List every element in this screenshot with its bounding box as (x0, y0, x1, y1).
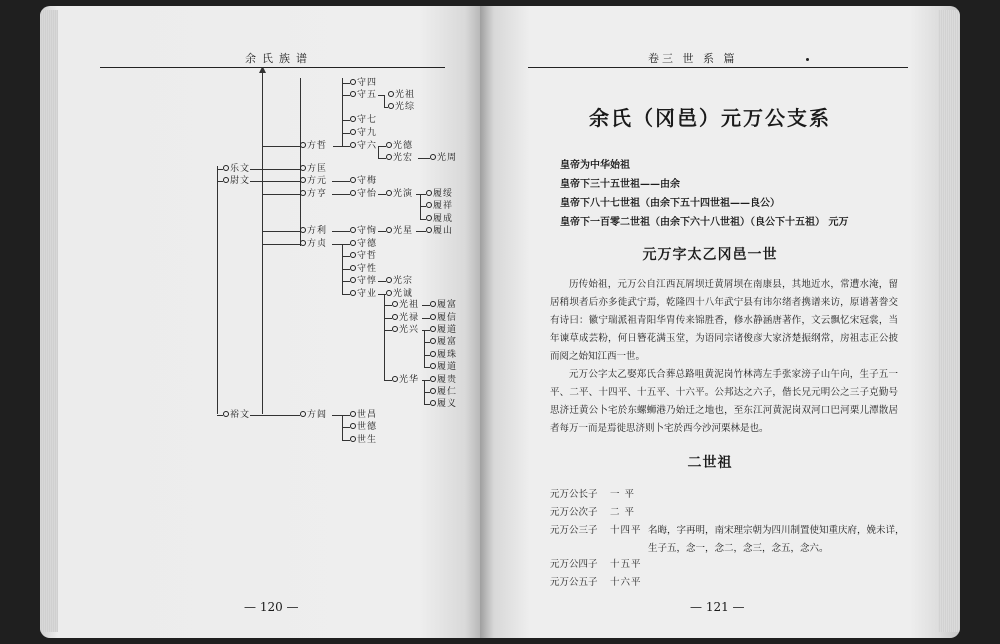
right-page (480, 6, 960, 638)
tree-node: 光禄 (392, 313, 419, 323)
tree-node: 光祖 (392, 300, 419, 310)
page-edges-left (40, 10, 58, 632)
tree-node: 履绥 (426, 189, 453, 199)
section-title: 元万字太乙冈邑一世 (642, 247, 778, 263)
tree-node: 履道 (430, 362, 457, 372)
son-detail: 生子五，念一，念二，念三，念五，念六。 (648, 543, 829, 554)
tree-node: 光宏 (386, 153, 413, 163)
tree-node: 履道 (430, 325, 457, 335)
page-edges-right (938, 10, 960, 632)
tree-node: 方亨 (300, 189, 327, 199)
tree-node: 守九 (350, 128, 377, 138)
page-number-left: — 120 — (244, 600, 299, 614)
tree-node: 守恂 (350, 226, 377, 236)
tree-node: 履富 (430, 337, 457, 347)
tree-node: 光祖 (388, 90, 415, 100)
tree-node: 守德 (350, 239, 377, 249)
tree-node: 尉文 (223, 176, 250, 186)
tree-node: 守七 (350, 115, 377, 125)
tree-node: 光德 (386, 141, 413, 151)
list-item: 元万公五子 十六平 (550, 577, 642, 588)
lineage-line: 皇帝下八十七世祖（由余下五十四世祖——良公） (560, 198, 780, 209)
tree-node: 方元 (300, 176, 327, 186)
lineage-line: 皇帝下三十五世祖——由余 (560, 179, 680, 190)
page-number-right: — 121 — (690, 600, 745, 614)
tree-node: 履珠 (430, 350, 457, 360)
arrow-up-icon (260, 67, 266, 73)
tree-node: 方匡 (300, 164, 327, 174)
tree-node: 守业 (350, 289, 377, 299)
tree-node: 光演 (386, 189, 413, 199)
section-title: 二世祖 (687, 455, 733, 471)
lineage-list (560, 156, 848, 232)
tree-node: 方利 (300, 226, 327, 236)
list-item: 元万公次子 二 平 (550, 507, 636, 518)
tree-node: 履贵 (430, 375, 457, 385)
paragraph: 元万公字太乙娶郑氏合葬总路咀黄泥岗竹林湾左手张家滂子山午向，生子五一平、二平、十四平、十五平、十六平。公邦达之六子，偕长兄元明公之三子克勤号思济迁黄公卜宅於东螺蛳港乃始迁之地也，至东江河黄泥岗双河口巴河栗儿潭散居者每万一而是焉徙思济则卜宅於西今沙河栗林是也。 (550, 369, 898, 434)
running-head-right: 卷三 世 系 篇 (648, 52, 738, 65)
header-rule-left (100, 67, 445, 68)
tree-node: 方闾 (300, 410, 327, 420)
page-title: 余氏（冈邑）元万公支系 (589, 106, 831, 130)
list-item: 元万公四子 十五平 (550, 559, 642, 570)
tree-node: 守五 (350, 90, 377, 100)
tree-node: 守六 (350, 141, 377, 151)
lineage-line: 皇帝下一百零二世祖（由余下六十八世祖）（良公下十五祖） 元万 (560, 217, 849, 228)
list-item: 元万公三子 十四平 名晦，字再明，南宋理宗朝为四川制置使知重庆府，娩未详， 生子五，念一，念二，念三，念五，念六。 (550, 525, 905, 554)
list-item: 元万公长子 一 平 (550, 489, 636, 500)
tree-node: 守哲 (350, 251, 377, 261)
son-detail: 名晦，字再明，南宋理宗朝为四川制置使知重庆府，娩未详， (648, 525, 905, 536)
tree-node: 履山 (426, 226, 453, 236)
tree-node: 光周 (430, 153, 457, 163)
tree-node: 光星 (386, 226, 413, 236)
tree-node: 守四 (350, 78, 377, 88)
ornament-dot (806, 58, 809, 61)
tree-node: 世生 (350, 435, 377, 445)
paragraph: 历传始祖，元万公自江西瓦屑坝迁黄屑坝在南康县，其地近水，常遭水淹，留居稍坝者后亦多徙武宁焉，乾隆四十八年武宁县有讳尔绪者携谱来访，原谱著誊交有诗曰：徽宁瑞派祖青阳华胄传来锦胜香，修水静涵唐著作，文云飘忆宋冠裳，当年谏草成芸粉，何日簪花满玉堂，为语同宗诸俊彦大家济楚振纲常，房祖志正公披而阅之始知江西一世。 (550, 279, 898, 362)
tree-node: 履成 (426, 214, 453, 224)
tree-node: 方贞 (300, 239, 327, 249)
left-page (40, 6, 480, 638)
body-text (550, 276, 898, 438)
tree-node: 世昌 (350, 410, 377, 420)
tree-node: 光诚 (386, 289, 413, 299)
tree-node: 守性 (350, 264, 377, 274)
tree-node: 履仁 (430, 387, 457, 397)
tree-node: 守梅 (350, 176, 377, 186)
tree-node: 守惇 (350, 276, 377, 286)
tree-node: 乐文 (223, 164, 250, 174)
tree-node: 履信 (430, 313, 457, 323)
tree-node: 守怡 (350, 189, 377, 199)
tree-node: 履富 (430, 300, 457, 310)
running-head-left: 余氏族谱 (245, 52, 313, 65)
tree-node: 方哲 (300, 141, 327, 151)
tree-node: 光华 (392, 375, 419, 385)
tree-node: 裕文 (223, 410, 250, 420)
tree-node: 光综 (388, 102, 415, 112)
tree-node: 光兴 (392, 325, 419, 335)
open-book (40, 6, 960, 638)
tree-node: 光宗 (386, 276, 413, 286)
header-rule-right (528, 67, 908, 68)
lineage-line: 皇帝为中华始祖 (560, 160, 630, 171)
tree-node: 履祥 (426, 201, 453, 211)
tree-node: 履义 (430, 399, 457, 409)
tree-node: 世德 (350, 422, 377, 432)
